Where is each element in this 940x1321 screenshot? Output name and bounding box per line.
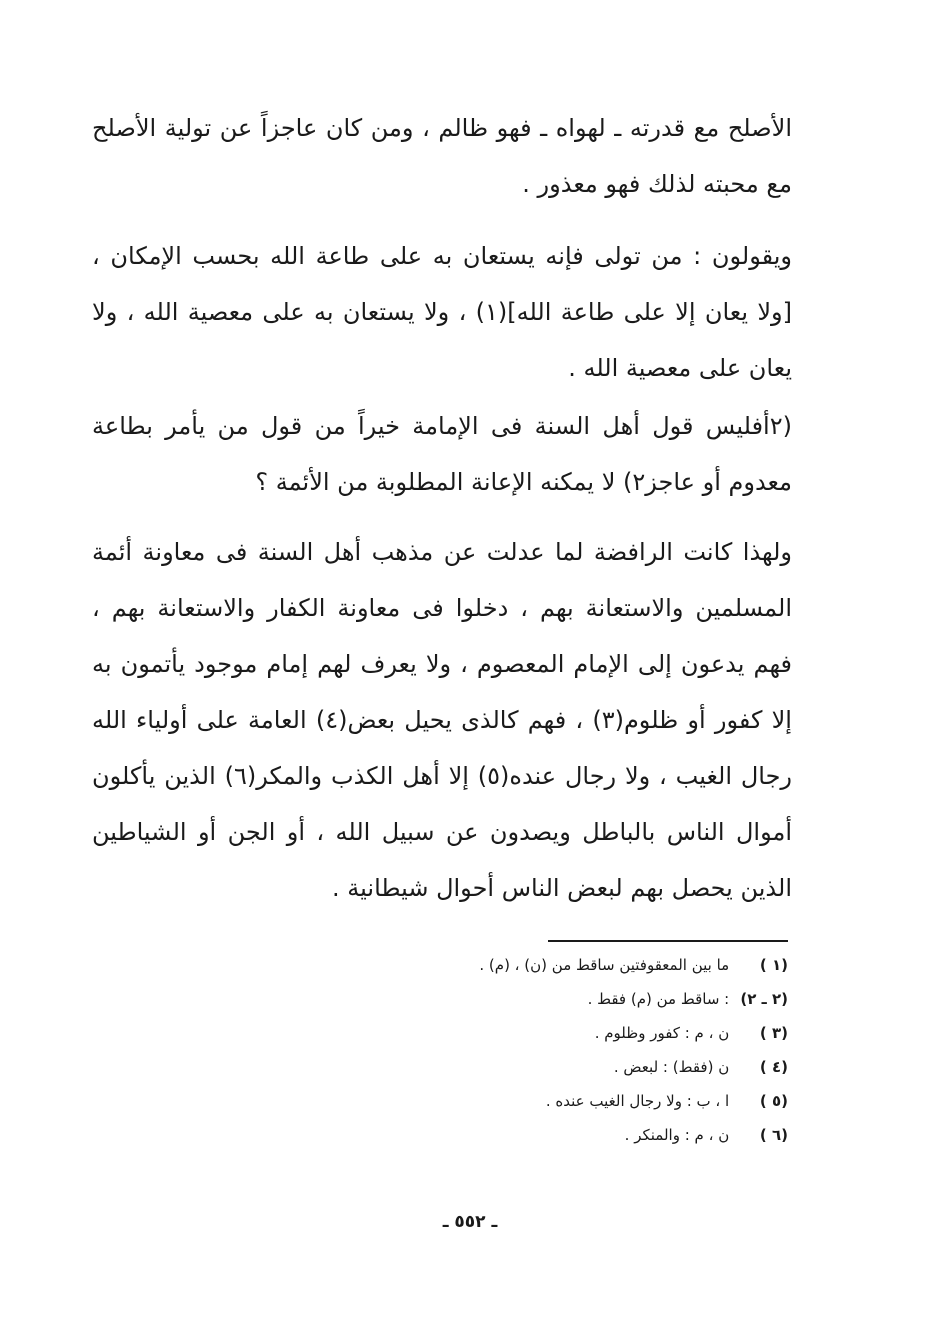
paragraph-1: الأصلح مع قدرته ـ لهواه ـ فهو ظالم ، ومن كان عاجزاً عن تولية الأصلح مع محبته لذلك فهو معذور . (92, 114, 792, 198)
footnote-number: (٢ ـ ٢) (740, 990, 788, 1008)
paragraph-4: ولهذا كانت الرافضة لما عدلت عن مذهب أهل السنة فى معاونة أئمة المسلمين والاستعانة بهم ، دخلوا فى معاونة الكفار والاستعانة بهم ، فهم يدعون إلى الإمام المعصوم ، ولا يعرف لهم إمام موجود يأتمون به إلا كفور أو ظلوم(٣) ، فهم كالذى يحيل بعض(٤) العامة على أولياء الله رجال الغيب ، ولا رجال عنده(٥) إلا أهل الكذب والمكر(٦) الذين يأكلون أموال الناس بالباطل ويصدون عن سبيل الله ، أو الجن أو الشياطين الذين يحصل بهم لبعض الناس أحوال شيطانية . (92, 538, 793, 902)
page-number: ـ ٥٥٢ ـ (442, 1212, 498, 1232)
footnote-item (380, 1050, 788, 1084)
footnote-number: (٦ ) (759, 1126, 788, 1144)
footnote-item (380, 1084, 788, 1118)
footnote-number: (١ ) (759, 956, 788, 974)
footnotes-list (380, 948, 788, 1152)
footnote-divider (548, 940, 788, 942)
footnote-text: ا ، ب : ولا رجال الغيب عنده . (545, 1092, 730, 1110)
footnote-text: ن (فقط) : لبعض . (613, 1058, 730, 1076)
footnote-item (380, 1118, 788, 1152)
footnote-item (380, 982, 788, 1016)
paragraph-3: (٢أفليس قول أهل السنة فى الإمامة خيراً من قول من يأمر بطاعة معدوم أو عاجز٢) لا يمكنه الإعانة المطلوبة من الأئمة ؟ (92, 412, 792, 496)
footnote-text: ن ، م : والمنكر . (624, 1126, 730, 1144)
footnote-item (380, 1016, 788, 1050)
footnote-number: (٤ ) (759, 1058, 788, 1076)
paragraph-2: ويقولون : من تولى فإنه يستعان به على طاعة الله بحسب الإمكان ، [ولا يعان إلا على طاعة الله](١) ، ولا يستعان به على معصية الله ، ولا يعان على معصية الله . (92, 242, 792, 382)
footnote-number: (٣ ) (759, 1024, 788, 1042)
footnote-item (380, 948, 788, 982)
footnote-text: ن ، م : كفور وظلوم . (594, 1024, 730, 1042)
footnote-text: : ساقط من (م) فقط . (587, 990, 730, 1008)
footnote-text: ما بين المعقوفتين ساقط من (ن) ، (م) . (479, 956, 730, 974)
footnote-number: (٥ ) (759, 1092, 788, 1110)
